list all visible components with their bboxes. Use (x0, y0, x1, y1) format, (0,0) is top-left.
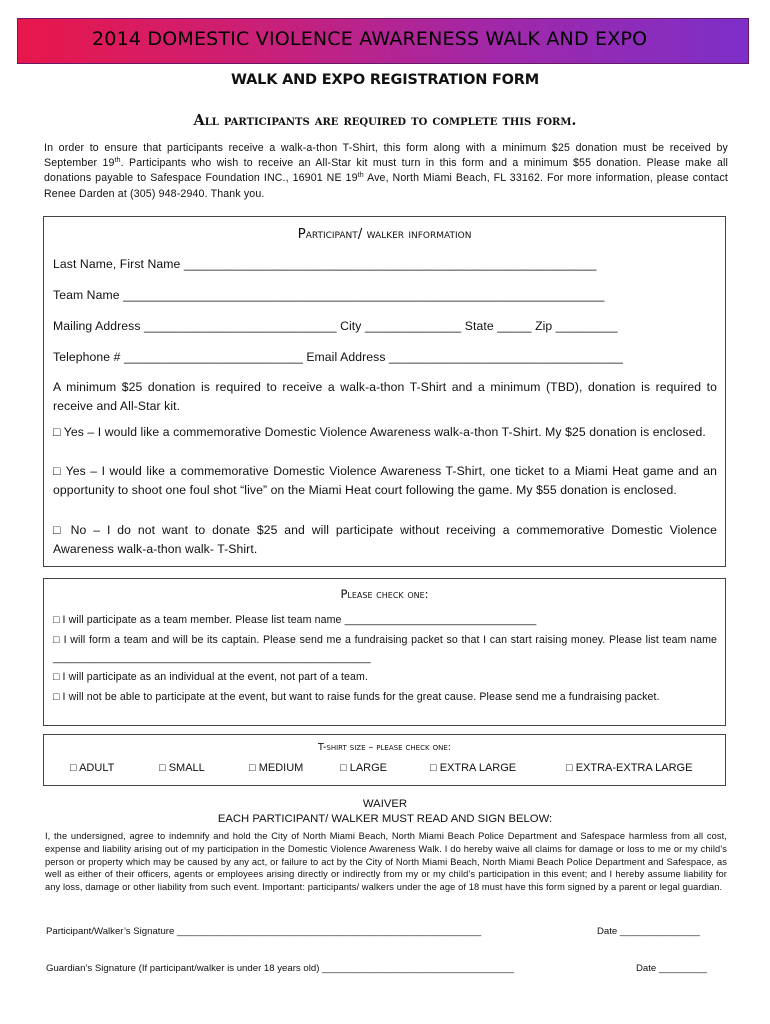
form-title: WALK AND EXPO REGISTRATION FORM (231, 72, 539, 88)
name-field[interactable]: Last Name, First Name ____________________________________________________________ (53, 257, 597, 271)
waiver-text: I, the undersigned, agree to indemnify and hold the City of North Miami Beach, North Miami Beach Police Department and Safespace harmless from all cost, expense and liability arising out of my participation in the Domestic Violence Awareness Walk. I do hereby waive all claims for damage or loss to me or my child’s person or property which may be caused by any act, or failure to act by the City of North Miami Beach, North Miami Beach Police Department and Safespace, as well as either of their officers, agents or employees arising directly or indirectly from my or my child’s participation in this event; and I hereby assume liability for any loss, damage or other liability from such event. Important: participants/ walkers under the age of 18 must have this form signed by a parent or legal guardian. (45, 831, 727, 893)
event-title: 2014 DOMESTIC VIOLENCE AWARENESS WALK AND EXPO (92, 28, 648, 50)
size-adult-checkbox[interactable]: □ ADULT (70, 762, 115, 774)
donation-note: A minimum $25 donation is required to receive a walk-a-thon T-Shirt and a minimum (TBD), donation is required to receive and All-Star kit. (53, 380, 717, 413)
mailing-address-field[interactable]: Mailing Address ____________________________ City ______________ State _____ Zip _________ (53, 319, 618, 333)
team-name-field[interactable]: Team Name ______________________________________________________________________ (53, 288, 605, 302)
waiver-title: WAIVER (362, 798, 408, 810)
guardian-date-field[interactable]: Date _________ (636, 963, 707, 974)
option-no-checkbox[interactable]: □ No – I do not want to donate $25 and will participate without receiving a commemorative Domestic Violence Awareness walk-a-thon walk- T-Shirt. (53, 523, 717, 556)
participant-signature-field[interactable]: Participant/Walker’s Signature _________________________________________________________ (46, 926, 482, 937)
telephone-email-field[interactable]: Telephone # __________________________ Email Address __________________________________ (53, 350, 623, 364)
tshirt-size-title: T-shirt size – please check one: (318, 742, 451, 753)
individual-checkbox[interactable]: □ I will participate as an individual at the event, not part of a team. (53, 671, 369, 683)
option-yes-25-checkbox[interactable]: □ Yes – I would like a commemorative Domestic Violence Awareness walk-a-thon T-Shirt. My $25 donation is enclosed. (53, 425, 706, 439)
size-medium-checkbox[interactable]: □ MEDIUM (249, 762, 304, 774)
event-banner (17, 18, 749, 64)
option-yes-55-checkbox[interactable]: □ Yes – I would like a commemorative Domestic Violence Awareness T-Shirt, one ticket to a Miami Heat game and an opportunity to shoot one foul shot “live” on the Miami Heat court following the game. My $55 donation is enclosed. (53, 464, 717, 497)
intro-paragraph: In order to ensure that participants receive a walk-a-thon T-Shirt, this form along with a minimum $25 donation must be received by September 19th. Participants who wish to receive an All-Star kit must turn in this form and a minimum $55 donation. Please make all donations payable to Safespace Foundation INC., 16901 NE 19th Ave, North Miami Beach, FL 33162. For more information, please contact Renee Darden at (305) 948-2940. Thank you. (44, 142, 728, 200)
participation-type-title: Please check one: (340, 587, 429, 601)
participant-section (43, 216, 726, 567)
fundraise-only-checkbox[interactable]: □ I will not be able to participate at the event, but want to raise funds for the great cause. Please send me a fundraising packet. (53, 691, 660, 703)
tshirt-size-section (43, 734, 726, 786)
size-extra-large-checkbox[interactable]: □ EXTRA LARGE (430, 762, 517, 774)
participant-section-title: Participant/ walker information (297, 226, 472, 242)
team-member-checkbox[interactable]: □ I will participate as a team member. Please list team name ________________________________ (53, 614, 537, 626)
participant-date-field[interactable]: Date _______________ (597, 926, 700, 937)
participation-type-section (43, 578, 726, 726)
size-large-checkbox[interactable]: □ LARGE (340, 762, 387, 774)
required-note: All participants are required to complete this form. (193, 112, 577, 129)
team-captain-checkbox[interactable]: □ I will form a team and will be its captain. Please send me a fundraising packet so that I can start raising money. Please list team name _____________________________________________________ (53, 634, 717, 664)
size-small-checkbox[interactable]: □ SMALL (159, 762, 205, 774)
guardian-signature-field[interactable]: Guardian’s Signature (If participant/walker is under 18 years old) ____________________________________ (46, 963, 515, 974)
size-extra-extra-large-checkbox[interactable]: □ EXTRA-EXTRA LARGE (566, 762, 693, 774)
waiver-subtitle: EACH PARTICIPANT/ WALKER MUST READ AND SIGN BELOW: (217, 813, 553, 825)
